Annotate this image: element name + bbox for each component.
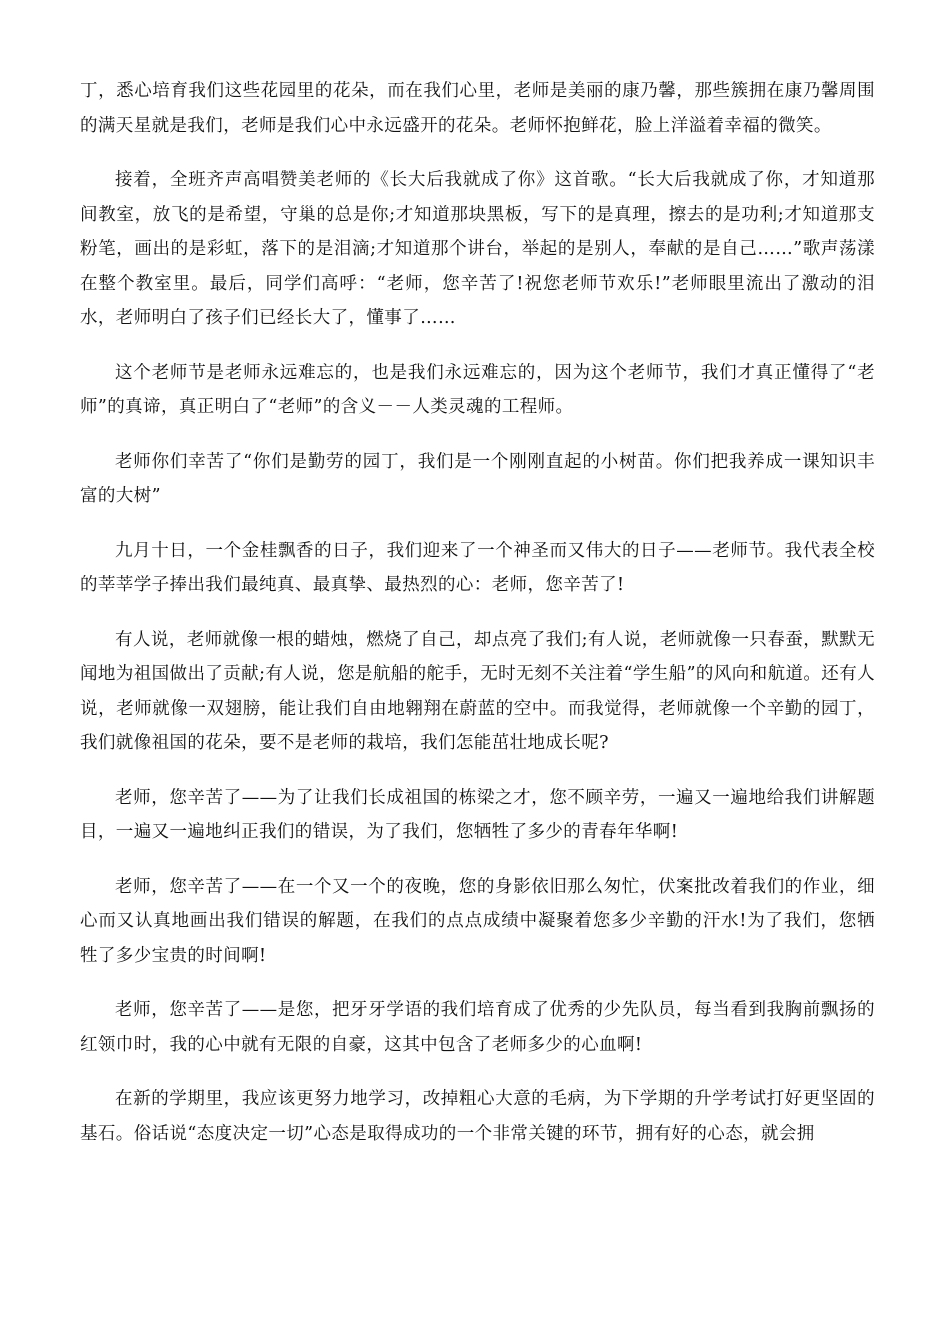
paragraph-1: 丁，悉心培育我们这些花园里的花朵，而在我们心里，老师是美丽的康乃馨，那些簇拥在康乃馨周围的满天星就是我们，老师是我们心中永远盛开的花朵。老师怀抱鲜花，脸上洋溢着幸福的微笑。 bbox=[80, 81, 875, 136]
paragraph-5: 九月十日，一个金桂飘香的日子，我们迎来了一个神圣而又伟大的日子——老师节。我代表全校的莘莘学子捧出我们最纯真、最真挚、最热烈的心：老师，您辛苦了! bbox=[80, 540, 875, 595]
paragraph-7: 老师，您辛苦了——为了让我们长成祖国的栋梁之才，您不顾辛劳，一遍又一遍地给我们讲解题目，一遍又一遍地纠正我们的错误，为了我们，您牺牲了多少的青春年华啊! bbox=[80, 787, 875, 842]
paragraph-3: 这个老师节是老师永远难忘的，也是我们永远难忘的，因为这个老师节，我们才真正懂得了“老师”的真谛，真正明白了“老师”的含义－－人类灵魂的工程师。 bbox=[80, 362, 875, 417]
paragraph-8: 老师，您辛苦了——在一个又一个的夜晚，您的身影依旧那么匆忙，伏案批改着我们的作业，细心而又认真地画出我们错误的解题，在我们的点点成绩中凝聚着您多少辛勤的汗水!为了我们，您牺牲了多少宝贵的时间啊! bbox=[80, 876, 875, 966]
paragraph-10: 在新的学期里，我应该更努力地学习，改掉粗心大意的毛病，为下学期的升学考试打好更坚固的基石。俗话说“态度决定一切”心态是取得成功的一个非常关键的环节，拥有好的心态，就会拥 bbox=[80, 1089, 875, 1144]
paragraph-4: 老师你们幸苦了“你们是勤劳的园丁，我们是一个刚刚直起的小树苗。你们把我养成一课知识丰富的大树” bbox=[80, 451, 875, 506]
paragraph-9: 老师，您辛苦了——是您，把牙牙学语的我们培育成了优秀的少先队员，每当看到我胸前飘扬的红领巾时，我的心中就有无限的自豪，这其中包含了老师多少的心血啊! bbox=[80, 1000, 875, 1055]
paragraph-2: 接着，全班齐声高唱赞美老师的《长大后我就成了你》这首歌。“长大后我就成了你，才知道那间教室，放飞的是希望，守巢的总是你;才知道那块黑板，写下的是真理，擦去的是功利;才知道那支粉笔，画出的是彩虹，落下的是泪滴;才知道那个讲台，举起的是别人，奉献的是自己……”歌声荡漾在整个教室里。最后，同学们高呼：“老师，您辛苦了!祝您老师节欢乐!”老师眼里流出了激动的泪水，老师明白了孩子们已经长大了，懂事了…… bbox=[80, 170, 875, 328]
paragraph-6: 有人说，老师就像一根的蜡烛，燃烧了自己，却点亮了我们;有人说，老师就像一只春蚕，默默无闻地为祖国做出了贡献;有人说，您是航船的舵手，无时无刻不关注着“学生船”的风向和航道。还有人说，老师就像一双翅膀，能让我们自由地翱翔在蔚蓝的空中。而我觉得，老师就像一个辛勤的园丁，我们就像祖国的花朵，要不是老师的栽培，我们怎能茁壮地成长呢? bbox=[80, 629, 875, 753]
document-page bbox=[80, 74, 875, 1171]
